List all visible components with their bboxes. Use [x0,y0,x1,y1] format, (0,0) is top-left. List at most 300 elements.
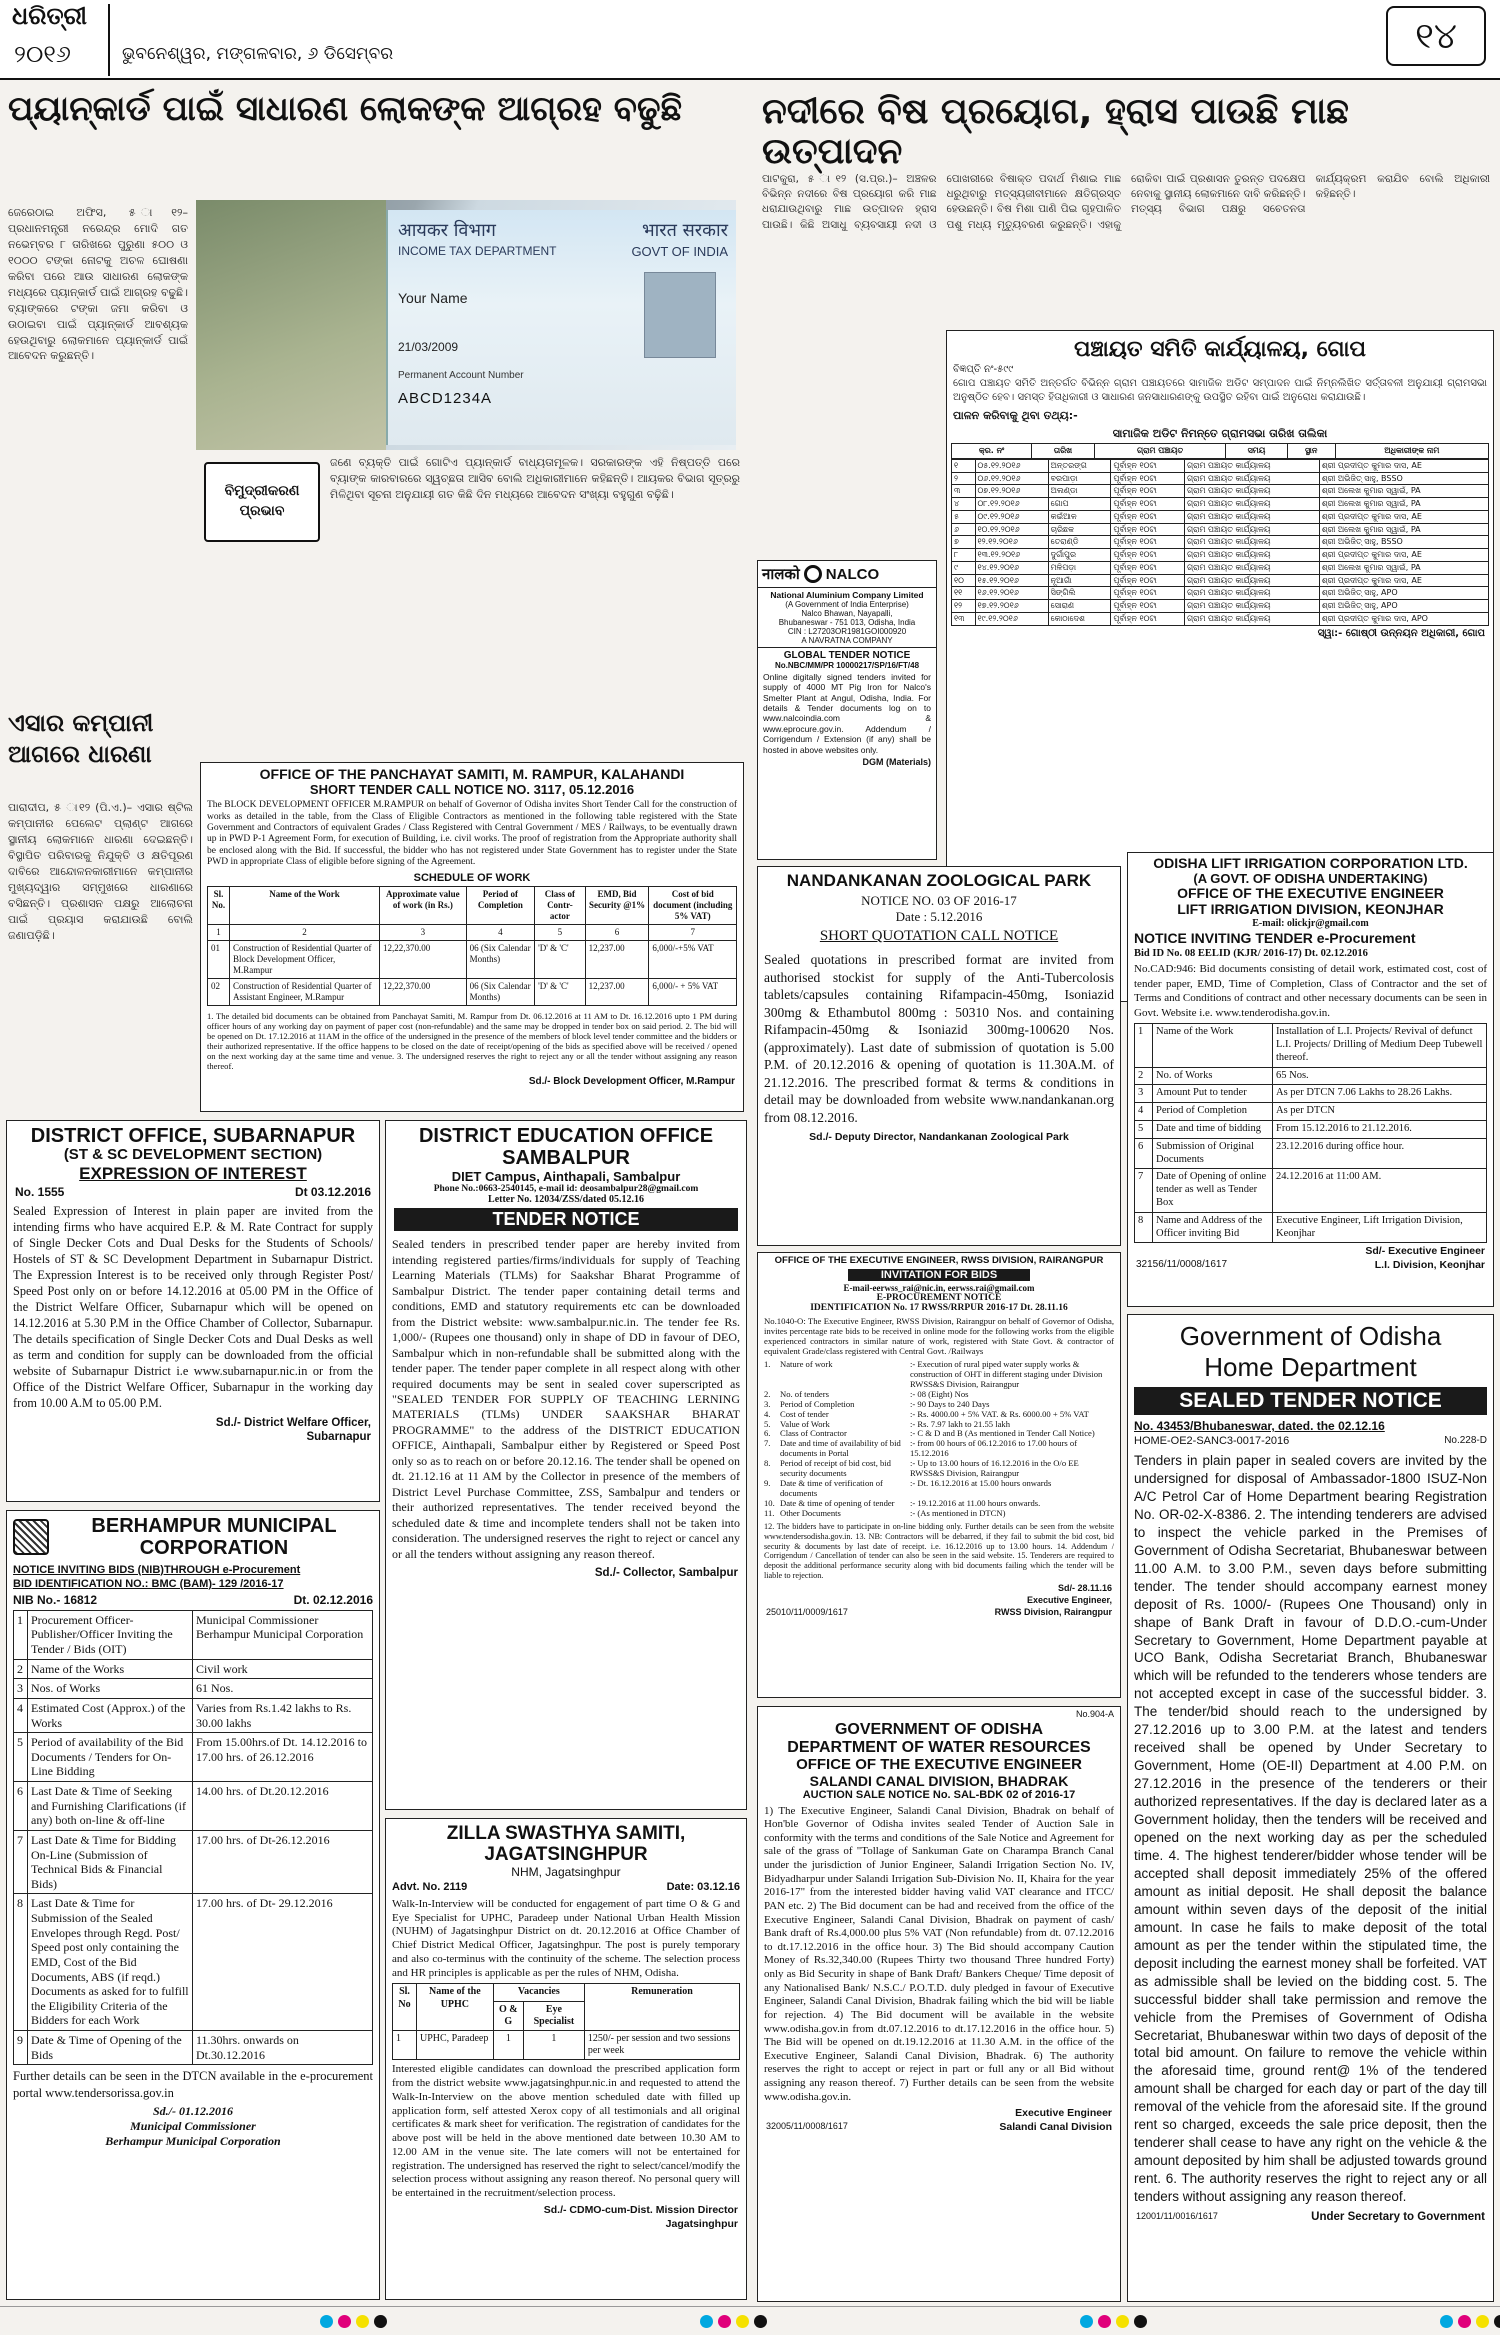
table-header-cell: Vacancies [493,1984,584,2001]
jagatsinghpur-title: ZILLA SWASTHYA SAMITI, JAGATSINGHPUR [446,1823,686,1866]
subarnapur-date: Dt 03.12.2016 [294,1185,371,1200]
table-cell: 1 [393,2031,417,2060]
bhadrak-title-4: SALANDI CANAL DIVISION, BHADRAK [809,1772,1069,1789]
table-cell: Last Date & Time of Seeking and Furnishing Clarifications (if any) both on-line & off-line [28,1782,193,1831]
table-cell: ୧୭.୧୨.୨୦୧୬ [975,600,1048,613]
list-item-value: :- 08 (Eight) Nos [910,1388,969,1399]
table-cell: Municipal Commissioner Berhampur Municipal Corporation [193,1610,373,1659]
registration-strip [0,2306,1500,2335]
table-cell: ଶ୍ରୀ ଅଲେଖ କୁମାର ସ୍ୱାଇଁ, PA [1319,485,1488,498]
jagatsinghpur-signature-2: Jagatsinghpur [665,2217,738,2230]
table-cell: Period of availability of the Bid Documents / Tenders for On-Line Bidding [28,1733,193,1782]
table-header-cell: Approximate value of work (in Rs.) [380,886,467,924]
table-row [393,2031,740,2060]
gop-table [951,443,1489,459]
table-cell: କଇଁଆଳ [1048,510,1111,523]
table-header-cell: Sl. No [393,1984,417,2031]
card-pan-label: Permanent Account Number [398,370,524,381]
table-cell: 14.00 hrs. of Dt.20.12.2016 [193,1782,373,1831]
table-cell: ଶ୍ରୀ ପ୍ରଦୀପ୍ତ କୁମାର ଦାସ, AE [1319,549,1488,562]
rairangpur-signature-2: Executive Engineer, [1026,1595,1112,1606]
sidebox-label: ବିମୁଦ୍ରୀକରଣ ପ୍ରଭାବ [224,483,300,519]
nandankanan-date: Date : 5.12.2016 [895,909,983,924]
rairangpur-list [758,1360,1120,1520]
list-item-number: 8. [764,1458,771,1469]
table-cell: ଶ୍ରୀ ଅଭିଜିତ୍ ସାହୁ, APO [1319,587,1488,600]
table-row [952,510,1489,523]
rampur-notice [200,762,744,1112]
table-cell: Construction of Residential Quarter of Block Development Officer, M.Rampur [230,940,380,978]
table-cell: ଚାରିଛକ [1048,523,1111,536]
table-cell: ୨ [952,472,976,485]
table-row [208,940,737,978]
table-header-cell: Remuneration [584,1984,739,2031]
gop-table-header [952,444,1489,459]
list-item-label: Date and time of availability of bid documents in Portal [780,1438,901,1459]
rairangpur-email: E-mail-eerwss_rai@nic.in, eerwss.rai@gmail.com [843,1282,1035,1293]
table-cell: ୧୦ [952,574,976,587]
table-cell: Name of the Work [1153,1024,1273,1067]
table-cell: ପୂର୍ବାହ୍ନ ୧୦ଟା [1111,574,1184,587]
keonjhar-title-4: LIFT IRRIGATION DIVISION, KEONJHAR [1177,900,1444,917]
nalco-logo-icon [804,565,822,583]
table-row [952,472,1489,485]
nalco-body: Online digitally signed tenders invited for supply of 4000 MT Pig Iron for Nalco's Smelter Plant at Angul, Odisha, India. For details & Tender documents log on to www.nalcoindia.com & www.eprocure.gov.in. Addendum / Corrigendum / Extension (if any) shall be hosted in above websites only. [763,672,931,755]
table-header-cell: O & G [493,2001,523,2030]
table-cell: 6,000/- + 5% VAT [649,978,737,1005]
table-cell: ପୂର୍ବାହ୍ନ ୧୦ଟା [1111,536,1184,549]
list-item-label: Nature of work [780,1358,833,1369]
table-row [1135,1024,1487,1067]
subarnapur-signature-1: Sd./- District Welfare Officer, [215,1417,371,1430]
card-govt: GOVT OF INDIA [631,244,728,259]
table-header-cell: Sl. No. [208,886,230,924]
keonjhar-title-3: OFFICE OF THE EXECUTIVE ENGINEER [1177,885,1444,902]
table-cell: ୪ [952,498,976,511]
nandankanan-notice [757,866,1121,1246]
registration-dot [338,2315,351,2328]
home-signature: Under Secretary to Government [1311,2211,1485,2224]
table-cell: 3 [380,924,467,940]
registration-dot [374,2315,387,2328]
list-item-value: :- C & D and B (As mentioned in Tender Call Notice) [910,1428,1095,1439]
table-cell: 17.00 hrs. of Dt- 29.12.2016 [193,1894,373,2031]
table-cell: 4 [14,1698,28,1732]
table-cell: ଗ୍ରାମ ପଞ୍ଚାୟତ କାର୍ଯ୍ୟାଳୟ [1184,536,1319,549]
table-header-cell: କ୍ର. ନଂ [952,444,1032,459]
table-cell: ଗ୍ରାମ ପଞ୍ଚାୟତ କାର୍ଯ୍ୟାଳୟ [1184,459,1319,472]
keonjhar-signature-1: Sd/- Executive Engineer [1365,1245,1485,1258]
sambalpur-body: Sealed tenders in prescribed tender paper are hereby invited from intending registered parties/firms/individuals for supply of Teaching Learning Materials (TLMs) for Saakshar Bharat Programme of Sambalpur District. The tender paper containing detail terms and conditions, EMD and statutory requirements etc can be downloaded from the District website: www.sambalpur.nic.in. The tender fee Rs. 1,000/- (Rupees one thousand) only in shape of DD in favour of DEO, Sambalpur which in non-refundable shall be submitted along with the tender paper. The tender paper complete in all respect along with other required documents may be sent in sealed cover superscripted as "SEALED TENDER FOR SUPPLY OF TEACHING LERNING MATERIALS (TLMs) UNDER SAAKSHAR BHARAT PROGRAMME" to the address of the DISTRICT EDUCATION OFFICE, Ainthapali, Sambalpur either by Registered or Speed Post only so as to reach on or before 20.12.16. The tender shall be opened on dt. 21.12.16 at 11 AM by the Collector in presence of the members of District Level Purchase Committee, ZSS, Sambalpur and tenders or their authorized representatives. The tender received beyond the scheduled date & time and incomplete tenders shall not be taken into consideration. The undersigned reserves the right to reject or cancel any or all the tenders without assigning any reason thereof. [392,1237,740,1561]
table-cell: ଗ୍ରାମ ପଞ୍ଚାୟତ କାର୍ଯ୍ୟାଳୟ [1184,510,1319,523]
table-cell: UPHC, Paradeep [417,2031,494,2060]
berhampur-subtitle-1: NOTICE INVITING BIDS (NIB)THROUGH e-Procurement [13,1563,301,1576]
keonjhar-bid-id: Bid ID No. 08 EELID (KJR/ 2016-17) Dt. 02.12.2016 [1134,948,1368,960]
table-cell: ପୂର୍ବାହ୍ନ ୧୦ଟା [1111,498,1184,511]
rampur-signature: Sd./- Block Development Officer, M.Rampur [528,1076,735,1088]
list-item-value: :- Rs. 7.97 lakh to 21.55 lakh [910,1418,1011,1429]
table-cell: ପୂର୍ବାହ୍ନ ୧୦ଟା [1111,472,1184,485]
nalco-line6: A NAVRATNA COMPANY [758,636,936,648]
berhampur-notice [6,1510,380,2300]
registration-dot [1494,2315,1500,2328]
table-cell: ୧ [952,459,976,472]
table-cell: ପୂର୍ବାହ୍ନ ୧୦ଟା [1111,561,1184,574]
sambalpur-signature: Sd./- Collector, Sambalpur [594,1567,738,1580]
table-row [1135,1121,1487,1139]
bhadrak-notice [757,1706,1121,2302]
rampur-notice-no: SHORT TENDER CALL NOTICE NO. 3117, 05.12.2016 [309,781,635,797]
table-row [1135,1138,1487,1169]
keonjhar-table [1134,1023,1487,1243]
subarnapur-signature-2: Subarnapur [306,1431,371,1444]
fish-body: ପାଟକୁରା, ୫ ା୧୨ (ସ.ପ୍ର.)– ଅଞ୍ଚଳର ବିଭିନ୍ନ ନଦୀରେ ବିଷ ପ୍ରୟୋଗ କରି ମାଛ ଧରାଯାଉଥିବାରୁ ମାଛ ଉତ୍ପାଦନ ହ୍ରାସ ପାଉଛି। କିଛି ଅସାଧୁ ବ୍ୟବସାୟୀ ନଦୀ ଓ ପୋଖରୀରେ ବିଷାକ୍ତ ପଦାର୍ଥ ମିଶାଇ ମାଛ ଧରୁଥିବାରୁ ମତ୍ସ୍ୟଜୀବୀମାନେ କ୍ଷତିଗ୍ରସ୍ତ ହେଉଛନ୍ତି। ବିଷ ମିଶା ପାଣି ପିଇ ଗୃହପାଳିତ ପଶୁ ମଧ୍ୟ ମୃତ୍ୟୁବରଣ କରୁଛନ୍ତି। ଏହାକୁ ରୋକିବା ପାଇଁ ପ୍ରଶାସନ ତୁରନ୍ତ ପଦକ୍ଷେପ ନେବାକୁ ସ୍ଥାନୀୟ ଲୋକମାନେ ଦାବି କରିଛନ୍ତି। ମତ୍ସ୍ୟ ବିଭାଗ ପକ୍ଷରୁ ସଚେତନତା କାର୍ଯ୍ୟକ୍ରମ କରାଯିବ ବୋଲି ଅଧିକାରୀ କହିଛନ୍ତି। [762,173,1490,231]
table-cell: ବରପାଡ଼ା [1048,472,1111,485]
subarnapur-notice [6,1120,380,1502]
nandankanan-body: Sealed quotations in prescribed format are invited from authorised stockist for supply of the Anti-Tubercolosis tablets/capsules containing Rifampacin-450mg, Isoniazid 300mg & Ethambutol 800mg : 50310 Nos. and containing Rifampacin-450mg & Isoniazid 300mg-100620 Nos. (approximately). Last date of submission of quotation is 5.00 P.M. of 20.12.2016 & opening of quotation is 11.30A.M. of 21.12.2016. The prescribed format & terms & conditions in detail may be downloaded from website www.nandankanan.org from 08.12.2016. [764,952,1114,1125]
registration-dot [1440,2315,1453,2328]
table-header-cell: Period of Completion [466,886,535,924]
masthead-dateline: ଭୁବନେଶ୍ୱର, ମଙ୍ଗଳବାର, ୬ ଡିସେମ୍ବର [122,44,394,64]
table-header-cell: Name of the Work [230,886,380,924]
table-cell: ଶ୍ରୀ ଅଭିଜିତ୍ ସାହୁ, BSSO [1319,472,1488,485]
rairangpur-intro: No.1040-O: The Executive Engineer, RWSS Division, Rairangpur on behalf of Governor of Odisha, invites percentage rate bids to be received in online mode for the following works from the eligible experienced contractors in similar nature of work, registered with State Govt. & contractor of equivalent Grade/class registered with Central Govt. /Railways [764,1315,1114,1357]
table-cell: 7 [1135,1169,1153,1212]
table-cell: ଶ୍ରୀ ପ୍ରଦୀପ୍ତ କୁମାର ଦାସ, AE [1319,510,1488,523]
table-row [952,459,1489,472]
table-cell: Date of Opening of online tender as well as Tender Box [1153,1169,1273,1212]
table-row [14,1733,373,1782]
fish-headline: ନଦୀରେ ବିଷ ପ୍ରୟୋଗ, ହ୍ରାସ ପାଉଛି ମାଛ ଉତ୍ପାଦନ [762,91,1350,172]
table-cell: 'D' & 'C' [535,978,585,1005]
table-row [952,549,1489,562]
masthead-logo: ଧରିତ୍ରୀ [12,2,87,30]
table-header-cell: EMD, Bid Security @1% [585,886,649,924]
nalco-brand: NALCO [825,565,880,583]
rairangpur-notice [757,1252,1121,1698]
card-hindi-left: आयकर विभाग [398,220,496,241]
sambalpur-title-2: DIET Campus, Ainthapali, Sambalpur [451,1168,681,1184]
registration-dot [736,2315,749,2328]
table-cell: ଶ୍ରୀ ଅଲେଖ କୁମାର ସ୍ୱାଇଁ, PA [1319,523,1488,536]
table-cell: As per DTCN [1273,1103,1487,1121]
rampur-table-header [208,886,737,924]
list-item-number: 6. [764,1428,771,1439]
table-header-cell: ସ୍ଥାନ [1287,444,1335,459]
table-row [14,2031,373,2065]
table-cell: ଶ୍ରୀ ପ୍ରଦୀପ୍ତ କୁମାର ଦାସ, AE [1319,459,1488,472]
list-item-value: :- 19.12.2016 at 11.00 hours onwards. [910,1498,1041,1509]
registration-dot [718,2315,731,2328]
table-cell: ପୂର୍ବାହ୍ନ ୧୦ଟା [1111,600,1184,613]
rampur-schedule-title: SCHEDULE OF WORK [413,871,531,884]
table-cell: 11.30hrs. onwards on Dt.30.12.2016 [193,2031,373,2065]
table-cell: ଅନ୍ତରଙ୍ଗ [1048,459,1111,472]
rampur-table-numbers [208,924,737,940]
bhadrak-title-1: GOVERNMENT OF ODISHA [834,1721,1043,1738]
table-cell: Submission of Original Documents [1153,1138,1273,1169]
berhampur-emblem-icon [13,1519,49,1555]
table-cell: ନୂଆଗାଁ [1048,574,1111,587]
table-cell: 7 [649,924,737,940]
jagatsinghpur-body-2: Interested eligible candidates can download the prescribed application form from the district website www.jagatsinghpur.nic.in and requested to attend the Walk-In-Interview on the above mention scheduled date with filled up application form, self attested Xerox copy of all testimonials and all original certificates & mark sheet for verification. The registration of candidates for the above post will be held in the above mentioned date between 10.30 AM to 12.00 AM in the venue site. The late comers will not be entertained for registration. The undersigned has reserved the right to select/cancel/modify the selection process without assigning any reason thereof. No personal query will be entertained in the recruitment/selection process. [392,2063,740,2200]
table-cell: ୧୦.୧୨.୨୦୧୬ [975,523,1048,536]
table-cell: From 15.12.2016 to 21.12.2016. [1273,1121,1487,1139]
card-name: Your Name [398,290,468,306]
registration-dot [1080,2315,1093,2328]
sambalpur-bar: TENDER NOTICE [394,1208,738,1231]
rampur-notes: 1. The detailed bid documents can be obtained from Panchayat Samiti, M. Rampur from Dt. 06.12.2016 at 11 AM to Dt. 16.12.2016 upto 1 PM during officer hours of any working day on payment of paper cost (non-refundable) and the same may be dropped in tender box on said period. 2. The bid will be opened on Dt. 17.12.2016 at 11AM in the office of the undersigned in the presence of the members of block level tender committee and the bidders or their authorized representative. If the office happens to be closed on the date of receipt/opening of the bids as specified above will be received / opened on the next working day at the same time and venue. 3. The undersigned reserves the right to reject any or all the tender without assigning any reason thereof. [207,1010,737,1072]
table-cell: Date and time of bidding [1153,1121,1273,1139]
berhampur-table [13,1610,373,2066]
table-cell: 01 [208,940,230,978]
table-cell: 24.12.2016 at 11:00 AM. [1273,1169,1487,1212]
banknote-graphic [196,200,386,450]
table-header-cell: Cost of bid document (including 5% VAT) [649,886,737,924]
masthead-page-number: ୧୪ [1386,6,1486,66]
table-header-cell: Eye Specialist [523,2001,584,2030]
sambalpur-title-1: DISTRICT EDUCATION OFFICE SAMBALPUR [418,1125,714,1170]
table-cell: Construction of Residential Quarter of Assistant Engineer, M.Rampur [230,978,380,1005]
home-ref: 12001/11/0016/1617 [1136,2211,1218,2222]
rairangpur-ident: IDENTIFICATION No. 17 RWSS/RRPUR 2016-17 Dt. 28.11.16 [810,1302,1068,1313]
registration-dot [1476,2315,1489,2328]
rairangpur-title: OFFICE OF THE EXECUTIVE ENGINEER, RWSS DIVISION, RAIRANGPUR [774,1255,1104,1266]
list-item [764,1360,1114,1390]
demonetisation-sidebox [204,462,320,542]
table-cell: 'D' & 'C' [535,940,585,978]
table-header-cell: Class of Contr-actor [535,886,585,924]
table-cell: 02 [208,978,230,1005]
table-cell: 3 [14,1679,28,1699]
table-cell: ଗ୍ରାମ ପଞ୍ଚାୟତ କାର୍ଯ୍ୟାଳୟ [1184,498,1319,511]
table-cell: 12,22,370.00 [380,940,467,978]
list-item-label: Date & time of opening of tender [780,1498,895,1509]
table-cell: 6 [1135,1138,1153,1169]
home-title-2: Home Department [1204,1352,1417,1382]
nalco-line4: Bhubaneswar - 751 013, Odisha, India [778,618,916,627]
list-item-number: 11. [764,1508,775,1519]
nalco-line2: (A Government of India Enterprise) [785,600,909,609]
table-cell: 4 [1135,1103,1153,1121]
table-cell: ପୂର୍ବାହ୍ନ ୧୦ଟା [1111,549,1184,562]
table-cell: Installation of L.I. Projects/ Revival of defunct L.I. Projects/ Drilling of Medium Deep Tubewell thereof. [1273,1024,1487,1067]
table-row [14,1698,373,1732]
berhampur-title: BERHAMPUR MUNICIPAL CORPORATION [91,1515,337,1560]
list-item-label: Period of receipt of bid cost, bid security documents [780,1458,891,1479]
table-cell: 8 [1135,1212,1153,1243]
table-cell: ଶ୍ରୀ ଅଭିଜିତ୍ ସାହୁ, APO [1319,600,1488,613]
gop-title: ପଞ୍ଚାୟତ ସମିତି କାର୍ଯ୍ୟାଳୟ, ଗୋପ [1073,337,1367,362]
berhampur-signature-3: Berhampur Municipal Corporation [105,2134,281,2149]
table-cell: 06 (Six Calendar Months) [466,940,535,978]
card-hindi-right: भारत सरकार [641,220,728,241]
berhampur-subtitle-2: BID IDENTIFICATION NO.: BMC (BAM)- 129 /2016-17 [13,1577,284,1590]
jagatsinghpur-advt: Advt. No. 2119 [392,1880,468,1893]
table-cell: From 15.00hrs.of Dt. 14.12.2016 to 17.00 hrs. of 26.12.2016 [193,1733,373,1782]
table-cell: ମଳିପଡ଼ା [1048,561,1111,574]
rampur-title: OFFICE OF THE PANCHAYAT SAMITI, M. RAMPUR, KALAHANDI [259,766,685,782]
table-header-cell: Name of the UPHC [417,1984,494,2031]
list-item-value: :- Rs. 4000.00 + 5% VAT. & Rs. 6000.00 + 5% VAT [910,1408,1089,1419]
list-item-value: :- Execution of rural piped water supply works & construction of OHT in different staging under Division RWSS&S Division, Rairangpur [910,1358,1103,1389]
bhadrak-title-3: OFFICE OF THE EXECUTIVE ENGINEER [796,1755,1082,1773]
table-cell: ୬ [952,523,976,536]
pan-body-left: ଜେରେଠାଇ ଅଫିସ, ୫ ା୧୨– ପ୍ରଧାନମନ୍ତ୍ରୀ ନରେନ୍ଦ୍ର ମୋଦି ଗତ ନଭେମ୍ବର ୮ ତାରିଖରେ ପୁରୁଣା ୫୦୦ ଓ ୧୦୦୦ ଟଙ୍କା ନୋଟକୁ ଅଚଳ ଘୋଷଣା କରିବା ପରେ ଆଉ ସାଧାରଣ ଲୋକଙ୍କ ମଧ୍ୟରେ ପ୍ୟାନ୍‌କାର୍ଡ ପାଇଁ ଆଗ୍ରହ ବଢୁଛି। ବ୍ୟାଙ୍କରେ ଟଙ୍କା ଜମା କରିବା ଓ ଉଠାଇବା ପାଇଁ ପ୍ୟାନ୍‌କାର୍ଡ ଆବଶ୍ୟକ ହେଉଥିବାରୁ ଲୋକମାନେ ପ୍ୟାନ୍‌କାର୍ଡ ପାଇଁ ଆବେଦନ କରୁଛନ୍ତି। [8,206,188,363]
table-row [952,485,1489,498]
list-item-value: :- Up to 13.00 hours of 16.12.2016 in the O/o EE RWSS&S Division, Rairangpur [910,1458,1079,1479]
registration-dot [754,2315,767,2328]
table-cell: ପୂର୍ବାହ୍ନ ୧୦ଟା [1111,612,1184,625]
table-cell: 1 [208,924,230,940]
jagatsinghpur-body: Walk-In-Interview will be conducted for engagement of part time O & G and Eye Specialist for UPHC, Paradeep under National Urban Health Mission (NUHM) of Jagatsinghpur District on dt. 20.12.2016 at Office Chamber of Chief District Medical Officer, Jagatsinghpur. The post is purely temporary and also co-terminus with the continuity of the scheme. The selection process and HR principles is applicable as per the rules of NHM, Odisha. [392,1897,740,1979]
nalco-line1: National Aluminium Company Limited [770,590,924,600]
table-cell: 1 [1135,1024,1153,1067]
rampur-body: The BLOCK DEVELOPMENT OFFICER M.RAMPUR on behalf of Governor of Odisha invites Short Tender Call for the construction of works as detailed in the table, from the Class of Eligible Contractors as mentioned in the following table registered with the State Government and Contractors of equivalent Grades / Class Registered with Central Government / MES / Railways, to be eventually drawn up in PWD P-1 Agreement Form, for execution of Building, i.e. civil works. The proof of registration from the Appropriate authority shall be enclosed along with the Bid. If successful, the bidder who has not registered under State Government has to register under the State PWD in appropriate Class of eligible before signing of the Agreement. [207,800,737,868]
subarnapur-title-1: DISTRICT OFFICE, SUBARNAPUR [30,1125,356,1147]
subarnapur-body: Sealed Expression of Interest in plain paper are invited from the intending firms who have acquired E.P. & M. Rate Contract for supply of Single Decker Cots and Dual Desks for the Students of Schools/ Hostels of ST & SC Development Department in Subarnapur District. The Expression Interest is to be received only through Register Post/ Speed Post only on or before 14.12.2016 at 05.00 PM in the Office of the District Welfare Officer, Subarnapur which will be opened on 14.12.2016 at 5.30 P.M in the Office Chamber of Collector, Subarnapur. The details specification of Single Decker Cots and Dual Desks as well as term and condition for supply can be downloaded from the official website of Subarnapur District i.e www.subarnapur.nic.in or from the Office of the District Welfare Officer, Subarnapur in the working day from 10.00 A.M to 05.00 P.M. [13,1204,373,1411]
registration-dot [320,2315,333,2328]
berhampur-footer: Further details can be seen in the DTCN available in the e-procurement portal www.tendersorissa.gov.in [13,2069,373,2100]
table-cell: 9 [14,2031,28,2065]
table-cell: Name of the Works [28,1659,193,1679]
jagatsinghpur-table [392,1983,740,2060]
gop-signature: ସ୍ୱା:- ଗୋଷ୍ଠୀ ଉନ୍ନୟନ ଅଧିକାରୀ, ଗୋପ [1317,627,1485,639]
keonjhar-body: No.CAD:946: Bid documents consisting of detail work, estimated cost, cost of tender paper, EMD, Time of Completion, Class of Contractor and the set of Terms and Conditions of contract and other necessary documents can be seen in Govt. Website i.e. www.tenderodisha.gov.in. [1134,963,1487,1019]
table-cell: 4 [466,924,535,940]
table-cell: ୧୩ [952,612,976,625]
list-item [764,1509,1114,1519]
pan-card [386,210,736,445]
home-notice-no: No. 43453/Bhubaneswar, dated. the 02.12.16 [1134,1419,1385,1433]
nalco-signature: DGM (Materials) [862,756,931,767]
sambalpur-letter: Letter No. 12034/ZSS/dated 05.12.16 [488,1194,644,1206]
table-row [14,1679,373,1699]
table-header-cell: ଗ୍ରାମ ପଞ୍ଚାୟତ [1094,444,1226,459]
pan-headline: ପ୍ୟାନ୍‌କାର୍ଡ ପାଇଁ ସାଧାରଣ ଲୋକଙ୍କ ଆଗ୍ରହ ବଢୁଛି [8,89,683,129]
table-cell: ଗ୍ରାମ ପଞ୍ଚାୟତ କାର୍ଯ୍ୟାଳୟ [1184,523,1319,536]
home-title-1: Government of Odisha [1179,1321,1442,1351]
table-cell: 12,22,370.00 [380,978,467,1005]
table-cell: ଦୁର୍ଗାପୁର [1048,549,1111,562]
table-cell: 2 [1135,1067,1153,1085]
table-row [952,561,1489,574]
table-cell: କୋଠାଦେଶ [1048,612,1111,625]
table-row [14,1782,373,1831]
table-cell: ପୂର୍ବାହ୍ନ ୧୦ଟା [1111,523,1184,536]
berhampur-signature-2: Municipal Commissioner [130,2119,256,2134]
sambalpur-notice [385,1120,747,1810]
table-cell: ଗ୍ରାମ ପଞ୍ଚାୟତ କାର୍ଯ୍ୟାଳୟ [1184,549,1319,562]
berhampur-signature: Sd./- 01.12.2016 [152,2104,233,2119]
registration-dot [356,2315,369,2328]
table-cell: ୫ [952,510,976,523]
table-cell: ତେରାଣ୍ଡି [1048,536,1111,549]
home-bar: SEALED TENDER NOTICE [1134,1387,1487,1415]
table-cell: 5 [1135,1121,1153,1139]
table-cell: Name and Address of the Officer inviting Bid [1153,1212,1273,1243]
table-cell: 12,237.00 [585,940,649,978]
subarnapur-no: No. 1555 [15,1185,65,1200]
table-cell: 61 Nos. [193,1679,373,1699]
table-cell: ୦୫.୧୨.୨୦୧୬ [975,459,1048,472]
masthead-divider [108,4,110,76]
berhampur-date: Dt. 02.12.2016 [293,1592,373,1607]
table-cell: ୭ [952,536,976,549]
table-row [208,978,737,1005]
rairangpur-signature-3: RWSS Division, Rairangpur [994,1607,1112,1618]
table-row [1135,1212,1487,1243]
rairangpur-ref: 25010/11/0009/1617 [766,1607,848,1618]
keonjhar-title-2: (A GOVT. OF ODISHA UNDERTAKING) [1193,870,1428,886]
table-cell: Civil work [193,1659,373,1679]
keonjhar-signature-2: L.I. Division, Keonjhar [1374,1259,1485,1272]
bhadrak-title-5: AUCTION SALE NOTICE No. SAL-BDK 02 of 2016-17 [802,1789,1076,1802]
jagatsinghpur-notice [385,1818,747,2300]
list-item-label: No. of tenders [780,1388,829,1399]
list-item-number: 2. [764,1388,771,1399]
list-item-value: :- (As mentioned in DTCN) [910,1508,1006,1519]
table-cell: ୧୨.୧୨.୨୦୧୬ [975,536,1048,549]
list-item [764,1459,1114,1479]
nalco-line3: Nalco Bhawan, Nayapalli, [801,609,893,618]
keonjhar-notice: NOTICE INVITING TENDER e-Procurement [1134,929,1416,946]
table-cell: ପୂର୍ବାହ୍ନ ୧୦ଟା [1111,587,1184,600]
gop-notice-no: ବିଜ୍ଞପ୍ତି ନଂ-୫୯୯ [953,364,1014,375]
table-cell: ୧୨ [952,600,976,613]
table-cell: Last Date & Time for Bidding On-Line (Submission of Technical Bids & Financial Bids) [28,1830,193,1894]
table-row [952,523,1489,536]
table-cell: ଶ୍ରୀ ଅଲେଖ କୁମାର ସ୍ୱାଇଁ, PA [1319,561,1488,574]
table-cell: 6 [14,1782,28,1831]
table-cell: 17.00 hrs. of Dt-26.12.2016 [193,1830,373,1894]
table-row [14,1610,373,1659]
home-code: HOME-OE2-SANC3-0017-2016 [1134,1435,1290,1447]
rampur-table [207,886,737,1006]
table-cell: 23.12.2016 during office hour. [1273,1138,1487,1169]
nandankanan-subtitle: SHORT QUOTATION CALL NOTICE [819,928,1059,944]
list-item [764,1479,1114,1499]
table-cell: ପୂର୍ବାହ୍ନ ୧୦ଟା [1111,459,1184,472]
nandankanan-title: NANDANKANAN ZOOLOGICAL PARK [758,867,1120,893]
jagatsinghpur-signature-1: Sd./- CDMO-cum-Dist. Mission Director [543,2203,738,2216]
table-cell: ୮ [952,549,976,562]
list-item-number: 9. [764,1478,771,1489]
list-item-number: 1. [764,1358,771,1369]
home-body: Tenders in plain paper in sealed covers are invited by the undersigned for disposal of Ambassador-1800 ISUZ-Non A/C Petrol Car of Home Department bearing Registration No. OR-02-X-8386. 2. The intending tenderers are advised to inspect the vehicle parked in the Premises of Government of Odisha Secretariat, Bhubaneswar between 11.00 A.M. to 3.00 P.M., seven days before submitting tender. The tender should accompany earnest money deposit of Rs. 1000/- (Rupees One Thousand) only in shape of Bank Draft in favour of D.D.O.-cum-Under Secretary to Government, Home Department payable at UCO Bank, Odisha Secretariat Branch, Bhubaneswar which will be refunded to the tenderers whose tenders are not accepted except in case of the successful bidder. 3. The tender/bid should reach to the undersigned by 27.12.2016 up to 3.00 P.M. at the latest and tenders received shall be opened by Under Secretary to Government, Home (OE-II) Department at 4.00 P.M. on 27.12.2016 in the presence of the tenderers or their authorized representatives. If the day is declared later as a Government holiday, then the tenders will be received and opened on the next working day as per the scheduled time. 4. The highest tenderer/bidder whose tender will be accepted shall deposit immediately 25% of the offered amount as initial deposit. He shall deposit the balance amount within seven days of the deposit of the initial amount. In case he fails to make deposit of the total amount as per the tender within the stipulated time, the deposit including the earnest money shall be forfeited. VAT as admissible shall be levied on the bidding cost. 5. The successful bidder shall take permission and remove the vehicle from the Premises of Government of Odisha Secretariat, Bhubaneswar within two days of deposit of the total bid amount. On failure to remove the vehicle within the aforesaid time, ground rent@ 1% of the tendered amount shall be charged for each day or part of the day till removal of the vehicle from the aforesaid site. If the ground rent so charged, exceeds the sale price deposit, then the tenderer shall cease to have any right on the vehicle & the amount deposited by him shall be adjusted towards ground rent. 6. The authority reserves the right to reject any or all tenders without assigning any reason thereof. [1134,1453,1487,2205]
table-header-cell: ସମୟ [1226,444,1287,459]
list-item-number: 10. [764,1498,775,1509]
list-item-value: :- 90 Days to 240 Days [910,1398,990,1409]
table-cell: ୧୧ [952,587,976,600]
list-item-number: 3. [764,1398,771,1409]
table-row [952,498,1489,511]
keonjhar-title-1: ODISHA LIFT IRRIGATION CORPORATION LTD. [1153,855,1468,871]
list-item-number: 4. [764,1408,771,1419]
table-cell: Amount Put to tender [1153,1085,1273,1103]
nalco-notice [757,560,937,860]
esar-body: ପାରାଦୀପ, ୫ ା୧୨ (ପି.ଏ.)– ଏସାର ଷ୍ଟିଲ କମ୍ପାନୀର ପେଲେଟ ପ୍ଲାଣ୍ଟ ଆଗରେ ସ୍ଥାନୀୟ ଲୋକମାନେ ଧାରଣା ଦେଇଛନ୍ତି। ବିସ୍ଥାପିତ ପରିବାରକୁ ନିଯୁକ୍ତି ଓ କ୍ଷତିପୂରଣ ଦାବିରେ ଆନ୍ଦୋଳନକାରୀମାନେ କମ୍ପାନୀର ମୁଖ୍ୟଦ୍ୱାର ସମ୍ମୁଖରେ ଧାରଣାରେ ବସିଛନ୍ତି। ପ୍ରଶାସନ ପକ୍ଷରୁ ଆଲୋଚନା ପାଇଁ ପ୍ରୟାସ କରାଯାଉଛି ବୋଲି ଜଣାପଡ଼ିଛି। [8,801,193,942]
list-item [764,1410,1114,1420]
jagatsinghpur-date: Date: 03.12.16 [666,1880,740,1893]
nalco-ref: No.NBC/MM/PR 10000217/SP/16/FT/48 [774,661,920,670]
table-cell: Nos. of Works [28,1679,193,1699]
table-row [952,612,1489,625]
table-cell: ୦୮.୧୨.୨୦୧୬ [975,498,1048,511]
table-cell: 1250/- per session and two sessions per week [584,2031,739,2060]
gop-table-body [951,459,1489,626]
list-item-label: Cost of tender [780,1408,829,1419]
